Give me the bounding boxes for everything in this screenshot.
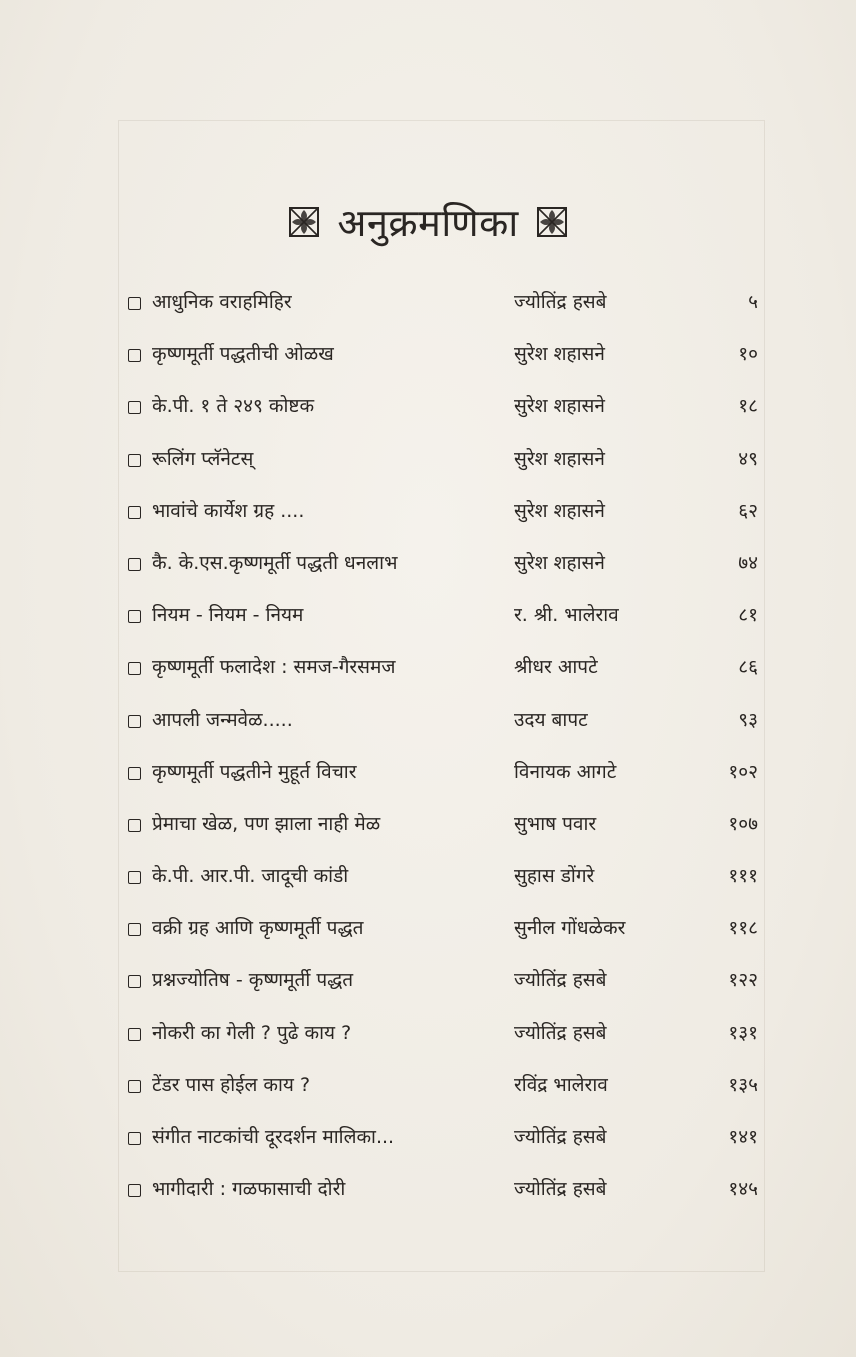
toc-entry bbox=[128, 496, 758, 548]
entry-author: सुरेश शहासने bbox=[514, 551, 605, 574]
ornamental-square-icon bbox=[289, 207, 319, 237]
entry-title: आपली जन्मवेळ..... bbox=[152, 708, 293, 731]
entry-author: सुनील गोंधळेकर bbox=[514, 917, 626, 940]
entry-page: १० bbox=[738, 343, 758, 366]
toc-entry bbox=[128, 391, 758, 443]
toc-entry bbox=[128, 1174, 758, 1226]
entry-page: ७४ bbox=[738, 551, 758, 574]
checkbox-bullet-icon bbox=[128, 767, 141, 780]
entry-author: सुभाष पवार bbox=[514, 812, 597, 835]
entry-author: ज्योतिंद्र हसबे bbox=[514, 1178, 607, 1201]
entry-author: सुहास डोंगरे bbox=[514, 865, 595, 888]
entry-title: कृष्णमूर्ती पद्धतीने मुहूर्त विचार bbox=[152, 760, 357, 783]
entry-author: रविंद्र भालेराव bbox=[514, 1073, 608, 1096]
checkbox-bullet-icon bbox=[128, 401, 141, 414]
entry-author: सुरेश शहासने bbox=[514, 447, 605, 470]
entry-title: के.पी. आर.पी. जादूची कांडी bbox=[152, 865, 349, 888]
page-title: अनुक्रमणिका bbox=[337, 201, 519, 245]
checkbox-bullet-icon bbox=[128, 1184, 141, 1197]
toc-entry bbox=[128, 1018, 758, 1070]
checkbox-bullet-icon bbox=[128, 1080, 141, 1093]
entry-title: नियम - नियम - नियम bbox=[152, 604, 304, 627]
entry-author: ज्योतिंद्र हसबे bbox=[514, 291, 607, 313]
entry-page: ८१ bbox=[738, 604, 758, 627]
entry-title: वक्री ग्रह आणि कृष्णमूर्ती पद्धत bbox=[152, 917, 364, 940]
entry-page: ६२ bbox=[738, 499, 758, 522]
entry-author: विनायक आगटे bbox=[514, 760, 617, 783]
checkbox-bullet-icon bbox=[128, 923, 141, 936]
entry-title: कै. के.एस.कृष्णमूर्ती पद्धती धनलाभ bbox=[152, 551, 398, 574]
toc-entry bbox=[128, 757, 758, 809]
toc-entry bbox=[128, 548, 758, 600]
toc-entry bbox=[128, 913, 758, 965]
entry-page: १३५ bbox=[728, 1073, 758, 1096]
checkbox-bullet-icon bbox=[128, 715, 141, 728]
checkbox-bullet-icon bbox=[128, 819, 141, 832]
entry-title: नोकरी का गेली ? पुढे काय ? bbox=[152, 1021, 352, 1044]
checkbox-bullet-icon bbox=[128, 1132, 141, 1145]
entry-title: रूलिंग प्लॅनेटस् bbox=[152, 447, 254, 470]
checkbox-bullet-icon bbox=[128, 975, 141, 988]
entry-page: ४९ bbox=[738, 447, 758, 470]
entry-page: ५ bbox=[748, 291, 758, 313]
toc-entry bbox=[128, 1070, 758, 1122]
entry-author: सुरेश शहासने bbox=[514, 395, 605, 418]
entry-author: उदय बापट bbox=[514, 708, 588, 731]
entry-page: १४१ bbox=[728, 1126, 758, 1148]
entry-page: १३१ bbox=[728, 1021, 758, 1044]
entry-page: १२२ bbox=[728, 969, 758, 992]
ornamental-square-icon bbox=[537, 207, 567, 237]
checkbox-bullet-icon bbox=[128, 349, 141, 362]
entry-page: ९३ bbox=[738, 708, 758, 731]
entry-title: कृष्णमूर्ती पद्धतीची ओळख bbox=[152, 343, 334, 366]
entry-title: भावांचे कार्येश ग्रह .... bbox=[152, 499, 305, 522]
table-of-contents bbox=[128, 287, 758, 1226]
checkbox-bullet-icon bbox=[128, 662, 141, 675]
toc-entry bbox=[128, 861, 758, 913]
toc-entry bbox=[128, 287, 758, 339]
entry-page: ११८ bbox=[728, 917, 758, 940]
entry-title: कृष्णमूर्ती फलादेश : समज-गैरसमज bbox=[152, 656, 396, 679]
toc-entry bbox=[128, 809, 758, 861]
entry-page: १०७ bbox=[728, 812, 758, 835]
entry-author: र. श्री. भालेराव bbox=[514, 604, 619, 627]
entry-author: ज्योतिंद्र हसबे bbox=[514, 969, 607, 992]
entry-title: प्रश्नज्योतिष - कृष्णमूर्ती पद्धत bbox=[152, 969, 354, 992]
checkbox-bullet-icon bbox=[128, 454, 141, 467]
entry-page: १११ bbox=[728, 865, 758, 888]
entry-author: श्रीधर आपटे bbox=[514, 656, 598, 679]
entry-title: भागीदारी : गळफासाची दोरी bbox=[152, 1178, 346, 1201]
entry-author: ज्योतिंद्र हसबे bbox=[514, 1126, 607, 1148]
checkbox-bullet-icon bbox=[128, 506, 141, 519]
entry-title: प्रेमाचा खेळ, पण झाला नाही मेळ bbox=[152, 812, 381, 835]
entry-page: १४५ bbox=[728, 1178, 758, 1201]
heading-row bbox=[0, 192, 856, 252]
toc-entry bbox=[128, 1122, 758, 1174]
toc-entry bbox=[128, 600, 758, 652]
checkbox-bullet-icon bbox=[128, 871, 141, 884]
entry-title: टेंडर पास होईल काय ? bbox=[152, 1073, 311, 1096]
checkbox-bullet-icon bbox=[128, 558, 141, 571]
entry-title: आधुनिक वराहमिहिर bbox=[152, 291, 292, 313]
checkbox-bullet-icon bbox=[128, 297, 141, 310]
entry-author: ज्योतिंद्र हसबे bbox=[514, 1021, 607, 1044]
entry-page: ८६ bbox=[738, 656, 758, 679]
toc-entry bbox=[128, 444, 758, 496]
checkbox-bullet-icon bbox=[128, 610, 141, 623]
entry-title: के.पी. १ ते २४९ कोष्टक bbox=[152, 395, 315, 418]
toc-entry bbox=[128, 652, 758, 704]
checkbox-bullet-icon bbox=[128, 1028, 141, 1041]
entry-author: सुरेश शहासने bbox=[514, 343, 605, 366]
toc-entry bbox=[128, 705, 758, 757]
entry-author: सुरेश शहासने bbox=[514, 499, 605, 522]
toc-entry bbox=[128, 339, 758, 391]
toc-entry bbox=[128, 965, 758, 1017]
entry-title: संगीत नाटकांची दूरदर्शन मालिका... bbox=[152, 1126, 395, 1148]
entry-page: १८ bbox=[738, 395, 758, 418]
entry-page: १०२ bbox=[728, 760, 758, 783]
